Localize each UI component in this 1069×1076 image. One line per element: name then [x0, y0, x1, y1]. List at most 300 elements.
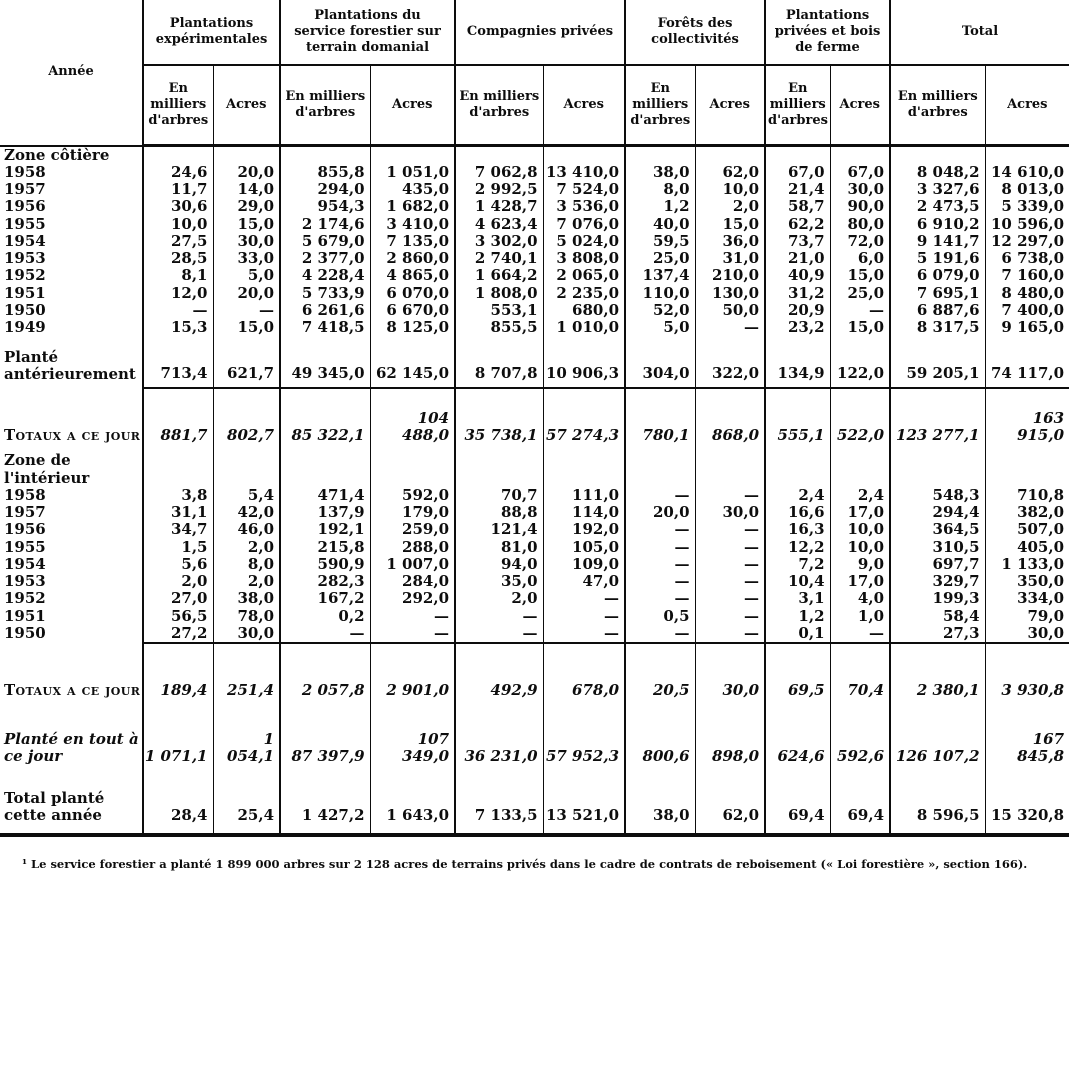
- table-cell: 6 887,6: [890, 302, 985, 319]
- table-cell: 3 410,0: [370, 216, 455, 233]
- table-cell: —: [455, 625, 543, 643]
- row-label: 1957: [4, 504, 46, 521]
- table-cell: 69,4: [830, 774, 890, 833]
- table-cell: 3,1: [765, 590, 830, 607]
- table-cell: 1 010,0: [543, 319, 625, 336]
- table-cell: 163 915,0: [985, 388, 1069, 452]
- table-cell: 6 261,6: [280, 302, 370, 319]
- row-label: 1952: [4, 590, 46, 608]
- table-cell: 4 228,4: [280, 267, 370, 284]
- table-cell: 15 320,8: [985, 774, 1069, 833]
- table-cell: 2 473,5: [890, 198, 985, 215]
- table-cell: 697,7: [890, 556, 985, 573]
- table-cell: 8 048,2: [890, 164, 985, 181]
- table-cell: 1 427,2: [280, 774, 370, 833]
- table-cell: 27,2: [143, 625, 213, 643]
- table-cell: 8 596,5: [890, 774, 985, 833]
- table-header: [0, 0, 1069, 146]
- table-cell: 3 930,8: [985, 643, 1069, 707]
- table-cell: 288,0: [370, 539, 455, 556]
- table-cell: 215,8: [280, 539, 370, 556]
- table-cell: 15,0: [830, 319, 890, 336]
- table-cell: 7 160,0: [985, 267, 1069, 284]
- table-cell: 6 670,0: [370, 302, 455, 319]
- table-cell: 57 274,3: [543, 388, 625, 452]
- table-row: [0, 556, 1069, 573]
- table-cell: 122,0: [830, 336, 890, 388]
- table-cell: [143, 146, 213, 164]
- table-cell: 20,0: [213, 164, 280, 181]
- table-row: [0, 608, 1069, 625]
- table-cell: 88,8: [455, 504, 543, 521]
- table-cell: 7 524,0: [543, 181, 625, 198]
- table-cell: [370, 452, 455, 487]
- table-cell: [765, 452, 830, 487]
- table-cell: —: [370, 608, 455, 625]
- table-cell: 17,0: [830, 504, 890, 521]
- table-cell: 38,0: [213, 590, 280, 607]
- table-cell: —: [455, 608, 543, 625]
- table-cell: 4 623,4: [455, 216, 543, 233]
- table-cell: 7 133,5: [455, 774, 543, 833]
- table-cell: 70,4: [830, 643, 890, 707]
- table-cell: 38,0: [625, 164, 695, 181]
- table-cell: —: [625, 590, 695, 607]
- table-cell: 7 695,1: [890, 285, 985, 302]
- table-cell: 3,8: [143, 487, 213, 504]
- table-cell: 10,0: [695, 181, 765, 198]
- table-cell: 680,0: [543, 302, 625, 319]
- bottom-rule: [0, 833, 1069, 837]
- table-cell: 73,7: [765, 233, 830, 250]
- table-cell: 1 643,0: [370, 774, 455, 833]
- table-cell: 855,5: [455, 319, 543, 336]
- row-label: 1958: [4, 163, 46, 181]
- table-cell: 210,0: [695, 267, 765, 284]
- table-cell: —: [370, 625, 455, 643]
- table-cell: 17,0: [830, 573, 890, 590]
- table-cell: 36,0: [695, 233, 765, 250]
- table-cell: 15,0: [213, 319, 280, 336]
- table-cell: 25,4: [213, 774, 280, 833]
- table-cell: [143, 452, 213, 487]
- table-row: [0, 181, 1069, 198]
- table-cell: 20,9: [765, 302, 830, 319]
- table-cell: 33,0: [213, 250, 280, 267]
- table-cell: 16,6: [765, 504, 830, 521]
- table-cell: 5,6: [143, 556, 213, 573]
- subheader-acres: Acres: [830, 65, 890, 146]
- table-row: [0, 285, 1069, 302]
- table-cell: 30,6: [143, 198, 213, 215]
- table-cell: 30,0: [830, 181, 890, 198]
- table-cell: 2,4: [830, 487, 890, 504]
- table-cell: 5 679,0: [280, 233, 370, 250]
- table-cell: 780,1: [625, 388, 695, 452]
- table-cell: 364,5: [890, 521, 985, 538]
- table-cell: 334,0: [985, 590, 1069, 607]
- row-label: 1954: [4, 555, 46, 573]
- table-cell: 62 145,0: [370, 336, 455, 388]
- table-cell: 5 191,6: [890, 250, 985, 267]
- table-cell: 7 076,0: [543, 216, 625, 233]
- row-label: 1950: [4, 301, 46, 319]
- table-cell: 40,9: [765, 267, 830, 284]
- table-row: [0, 539, 1069, 556]
- table-cell: 710,8: [985, 487, 1069, 504]
- table-cell: 87 397,9: [280, 707, 370, 774]
- table-cell: 10,0: [830, 539, 890, 556]
- table-cell: 10,4: [765, 573, 830, 590]
- table-cell: 621,7: [213, 336, 280, 388]
- table-cell: —: [695, 539, 765, 556]
- table-cell: 7,2: [765, 556, 830, 573]
- table-cell: 1 133,0: [985, 556, 1069, 573]
- table-cell: 5 339,0: [985, 198, 1069, 215]
- table-cell: [625, 452, 695, 487]
- table-cell: 1 054,1: [213, 707, 280, 774]
- table-cell: 12,0: [143, 285, 213, 302]
- table-cell: 42,0: [213, 504, 280, 521]
- table-cell: 121,4: [455, 521, 543, 538]
- table-cell: —: [543, 625, 625, 643]
- table-cell: 3 302,0: [455, 233, 543, 250]
- table-cell: —: [695, 625, 765, 643]
- table-cell: [280, 452, 370, 487]
- table-row: [0, 319, 1069, 336]
- table-cell: 11,7: [143, 181, 213, 198]
- table-cell: 2,0: [143, 573, 213, 590]
- table-cell: 13 521,0: [543, 774, 625, 833]
- table-cell: 109,0: [543, 556, 625, 573]
- row-label: 1949: [4, 319, 46, 336]
- table-row: [0, 146, 1069, 164]
- table-row: [0, 198, 1069, 215]
- table-cell: —: [695, 521, 765, 538]
- table-cell: 62,0: [695, 164, 765, 181]
- subheader-thousands: En milliers d'arbres: [765, 65, 830, 146]
- table-cell: 350,0: [985, 573, 1069, 590]
- table-cell: 105,0: [543, 539, 625, 556]
- table-cell: —: [625, 521, 695, 538]
- table-row: [0, 707, 1069, 774]
- table-cell: 21,0: [765, 250, 830, 267]
- table-cell: 31,1: [143, 504, 213, 521]
- table-cell: [830, 452, 890, 487]
- subheader-thousands: En milliers d'arbres: [455, 65, 543, 146]
- table-cell: 30,0: [695, 643, 765, 707]
- table-cell: 7 135,0: [370, 233, 455, 250]
- table-cell: 8 317,5: [890, 319, 985, 336]
- table-cell: 179,0: [370, 504, 455, 521]
- table-cell: 405,0: [985, 539, 1069, 556]
- table-cell: 2 740,1: [455, 250, 543, 267]
- table-cell: 9 165,0: [985, 319, 1069, 336]
- table-cell: 471,4: [280, 487, 370, 504]
- table-cell: 898,0: [695, 707, 765, 774]
- table-cell: 492,9: [455, 643, 543, 707]
- table-cell: [625, 146, 695, 164]
- table-cell: 24,6: [143, 164, 213, 181]
- table-cell: 2,0: [213, 573, 280, 590]
- table-cell: 954,3: [280, 198, 370, 215]
- table-cell: 435,0: [370, 181, 455, 198]
- column-group-header: Plantations privées et bois de ferme: [765, 0, 890, 65]
- table-row: [0, 216, 1069, 233]
- table-cell: 10,0: [143, 216, 213, 233]
- table-cell: 69,5: [765, 643, 830, 707]
- table-cell: 59,5: [625, 233, 695, 250]
- table-cell: 382,0: [985, 504, 1069, 521]
- table-cell: 79,0: [985, 608, 1069, 625]
- row-label: 1953: [4, 573, 46, 590]
- table-row: [0, 774, 1069, 833]
- table-cell: 8 013,0: [985, 181, 1069, 198]
- table-cell: 15,0: [213, 216, 280, 233]
- table-cell: 2 380,1: [890, 643, 985, 707]
- row-label: Planté en tout à ce jour: [4, 729, 139, 765]
- table-cell: 36 231,0: [455, 707, 543, 774]
- table-cell: 4,0: [830, 590, 890, 607]
- table-cell: 8,0: [213, 556, 280, 573]
- table-cell: 62,0: [695, 774, 765, 833]
- table-cell: 800,6: [625, 707, 695, 774]
- row-label: 1956: [4, 198, 46, 216]
- table-cell: 28,5: [143, 250, 213, 267]
- table-cell: 0,5: [625, 608, 695, 625]
- table-row: [0, 388, 1069, 452]
- subheader-acres: Acres: [985, 65, 1069, 146]
- table-cell: 1 007,0: [370, 556, 455, 573]
- row-label: 1955: [4, 215, 46, 233]
- row-label: 1950: [4, 624, 46, 643]
- table-cell: —: [830, 625, 890, 643]
- table-cell: 94,0: [455, 556, 543, 573]
- table-cell: 14 610,0: [985, 164, 1069, 181]
- subheader-acres: Acres: [695, 65, 765, 146]
- table-cell: 555,1: [765, 388, 830, 452]
- table-cell: 522,0: [830, 388, 890, 452]
- table-cell: 3 808,0: [543, 250, 625, 267]
- table-cell: 27,3: [890, 625, 985, 643]
- table-cell: 1 051,0: [370, 164, 455, 181]
- table-cell: 553,1: [455, 302, 543, 319]
- table-cell: 192,1: [280, 521, 370, 538]
- table-cell: 1 682,0: [370, 198, 455, 215]
- table-cell: 802,7: [213, 388, 280, 452]
- table-cell: [765, 146, 830, 164]
- table-cell: 20,0: [625, 504, 695, 521]
- table-cell: 199,3: [890, 590, 985, 607]
- table-cell: 31,2: [765, 285, 830, 302]
- column-group-header: Plantations du service forestier sur terrain domanial: [280, 0, 455, 65]
- table-cell: 8 125,0: [370, 319, 455, 336]
- table-cell: 35 738,1: [455, 388, 543, 452]
- table-cell: 46,0: [213, 521, 280, 538]
- table-cell: 251,4: [213, 643, 280, 707]
- table-cell: [695, 452, 765, 487]
- row-label: Zone de l'intérieur: [4, 452, 90, 487]
- table-cell: 5,0: [625, 319, 695, 336]
- table-cell: 0,2: [280, 608, 370, 625]
- table-row: [0, 233, 1069, 250]
- table-cell: 126 107,2: [890, 707, 985, 774]
- subheader-thousands: En milliers d'arbres: [280, 65, 370, 146]
- table-cell: 49 345,0: [280, 336, 370, 388]
- table-cell: 15,0: [695, 216, 765, 233]
- table-cell: 72,0: [830, 233, 890, 250]
- table-cell: 10 906,3: [543, 336, 625, 388]
- table-cell: 2,0: [695, 198, 765, 215]
- table-cell: 10,0: [830, 521, 890, 538]
- table-cell: 167 845,8: [985, 707, 1069, 774]
- table-cell: 2 057,8: [280, 643, 370, 707]
- subheader-acres: Acres: [370, 65, 455, 146]
- table-cell: 20,0: [213, 285, 280, 302]
- column-group-header: Plantations expérimentales: [143, 0, 280, 65]
- table-cell: 3 327,6: [890, 181, 985, 198]
- table-cell: —: [625, 539, 695, 556]
- table-cell: 8 480,0: [985, 285, 1069, 302]
- table-row: [0, 336, 1069, 388]
- table-cell: —: [280, 625, 370, 643]
- table-cell: —: [695, 590, 765, 607]
- table-cell: 85 322,1: [280, 388, 370, 452]
- table-body: [0, 146, 1069, 834]
- table-row: [0, 590, 1069, 607]
- table-cell: 15,3: [143, 319, 213, 336]
- table-cell: 137,4: [625, 267, 695, 284]
- table-cell: 304,0: [625, 336, 695, 388]
- table-cell: 7 062,8: [455, 164, 543, 181]
- row-label: 1953: [4, 250, 46, 267]
- table-cell: 284,0: [370, 573, 455, 590]
- table-cell: [370, 146, 455, 164]
- table-cell: [213, 146, 280, 164]
- row-label: Planté antérieurement: [4, 347, 136, 383]
- table-cell: 2 377,0: [280, 250, 370, 267]
- table-cell: [280, 146, 370, 164]
- table-row: [0, 625, 1069, 643]
- table-row: [0, 521, 1069, 538]
- table-cell: 5,4: [213, 487, 280, 504]
- table-cell: —: [543, 590, 625, 607]
- row-label: 1951: [4, 284, 46, 302]
- table-cell: —: [695, 573, 765, 590]
- year-column-header: Année: [0, 0, 143, 146]
- table-cell: 548,3: [890, 487, 985, 504]
- table-cell: [543, 452, 625, 487]
- table-cell: 5 733,9: [280, 285, 370, 302]
- table-cell: 310,5: [890, 539, 985, 556]
- table-cell: 58,4: [890, 608, 985, 625]
- table-row: [0, 302, 1069, 319]
- row-label: 1958: [4, 486, 46, 504]
- subheader-acres: Acres: [213, 65, 280, 146]
- table-cell: 25,0: [830, 285, 890, 302]
- table-cell: 67,0: [765, 164, 830, 181]
- table-cell: 1 428,7: [455, 198, 543, 215]
- row-label: Totaux a ce jour: [4, 680, 141, 699]
- subheader-thousands: En milliers d'arbres: [625, 65, 695, 146]
- table-cell: 167,2: [280, 590, 370, 607]
- table-cell: 30,0: [213, 625, 280, 643]
- table-cell: 38,0: [625, 774, 695, 833]
- table-cell: 90,0: [830, 198, 890, 215]
- table-cell: 104 488,0: [370, 388, 455, 452]
- table-row: [0, 267, 1069, 284]
- table-cell: 81,0: [455, 539, 543, 556]
- subheader-acres: Acres: [543, 65, 625, 146]
- table-cell: 7 418,5: [280, 319, 370, 336]
- table-cell: 67,0: [830, 164, 890, 181]
- table-cell: 2 174,6: [280, 216, 370, 233]
- row-label: 1955: [4, 538, 46, 556]
- table-cell: 70,7: [455, 487, 543, 504]
- table-cell: [985, 146, 1069, 164]
- table-row: [0, 643, 1069, 707]
- table-cell: 189,4: [143, 643, 213, 707]
- table-cell: 58,7: [765, 198, 830, 215]
- table-cell: 0,1: [765, 625, 830, 643]
- table-cell: 15,0: [830, 267, 890, 284]
- table-cell: —: [830, 302, 890, 319]
- table-cell: 59 205,1: [890, 336, 985, 388]
- table-cell: 1 071,1: [143, 707, 213, 774]
- table-cell: 12,2: [765, 539, 830, 556]
- table-cell: —: [695, 556, 765, 573]
- row-label: Total planté cette année: [4, 788, 105, 824]
- table-cell: 855,8: [280, 164, 370, 181]
- table-cell: 2,0: [213, 539, 280, 556]
- table-cell: 1,2: [625, 198, 695, 215]
- table-cell: 107 349,0: [370, 707, 455, 774]
- table-cell: —: [543, 608, 625, 625]
- table-cell: 2,4: [765, 487, 830, 504]
- table-cell: 111,0: [543, 487, 625, 504]
- subheader-thousands: En milliers d'arbres: [890, 65, 985, 146]
- table-cell: 2 065,0: [543, 267, 625, 284]
- table-cell: 2 992,5: [455, 181, 543, 198]
- table-cell: 8,0: [625, 181, 695, 198]
- table-cell: [890, 146, 985, 164]
- table-cell: 23,2: [765, 319, 830, 336]
- table-cell: —: [695, 319, 765, 336]
- table-cell: 1 664,2: [455, 267, 543, 284]
- table-cell: 80,0: [830, 216, 890, 233]
- table-cell: 6,0: [830, 250, 890, 267]
- table-cell: 31,0: [695, 250, 765, 267]
- table-cell: 123 277,1: [890, 388, 985, 452]
- table-cell: [830, 146, 890, 164]
- table-cell: —: [625, 556, 695, 573]
- table-cell: 4 865,0: [370, 267, 455, 284]
- table-cell: 713,4: [143, 336, 213, 388]
- table-cell: 114,0: [543, 504, 625, 521]
- table-cell: 1 808,0: [455, 285, 543, 302]
- table-cell: 329,7: [890, 573, 985, 590]
- table-cell: 16,3: [765, 521, 830, 538]
- table-cell: —: [625, 573, 695, 590]
- table-cell: 322,0: [695, 336, 765, 388]
- table-cell: 2 860,0: [370, 250, 455, 267]
- table-cell: 624,6: [765, 707, 830, 774]
- table-row: [0, 250, 1069, 267]
- table-cell: 868,0: [695, 388, 765, 452]
- row-label: Zone côtière: [4, 145, 110, 164]
- table-cell: 27,5: [143, 233, 213, 250]
- column-group-header: Total: [890, 0, 1069, 65]
